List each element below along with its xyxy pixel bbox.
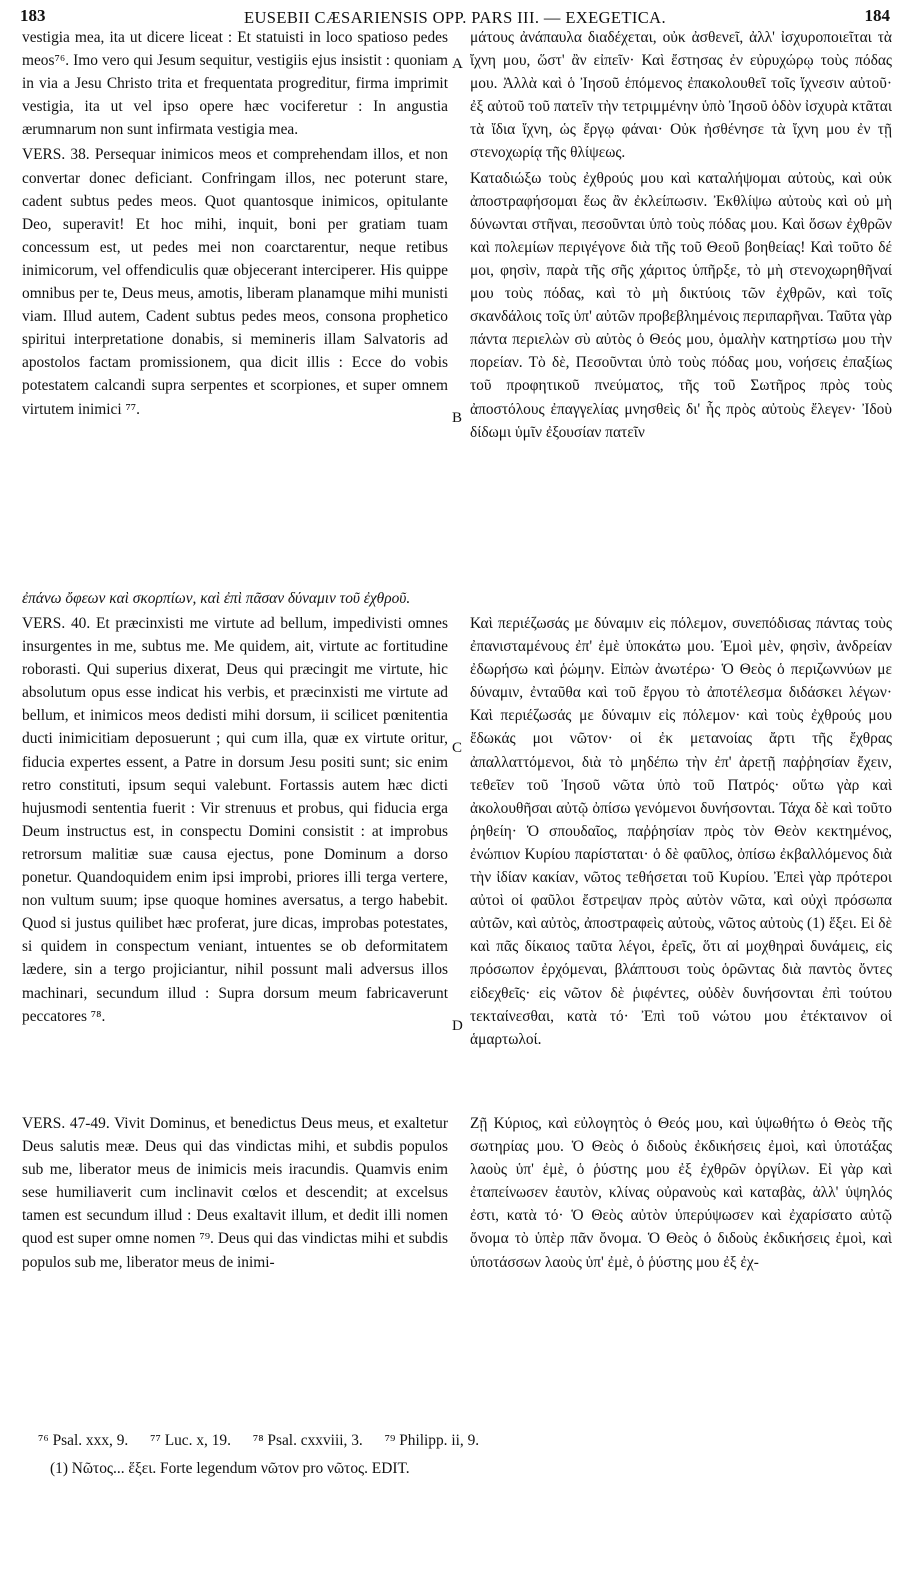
margin-marker-b: B [452,410,463,426]
latin-text-3: VERS. 40. Et præcinxisti me virtute ad bellum, impedivisti omnes insurgentes in me, subtus me. Me quidem, ait, virtute ac fortitudine roborasti. Qui superius dixerat, Deus qui præcingit me virtute, hic absolutum opus esse indicat his verbis, et præcinxisti me virtute ad bellum, et inimicos meos dedisti mihi dorsum, ii scilicet pœnitentia ducti inimicitiam deposuerunt ; qui cum illa, quæ ex virtute oritur, fiducia expertes essent, a Patre in dorsum Jesu positi sunt; sic enim retro constituti, ipsum sequi valebunt. Fortassis autem hæc dicti hujusmodi sententia fuerit : Vir strenuus et probus, qui fiducia erga Deum instructus est, in conspectu Domini consistit : at improbus retrorsum malitiæ suæ causa ejectus, pone Dominum a dorso ponetur. Quandoquidem enim ipsi improbi, priores illi terga vertere, non vultum suum; ipse quoque homines aversatus, a tergo habebit. Quod si justus quilibet hæc proferat, jure dicas, improbas potestates, si quidem in conspectum veniant, intuentes se ob deformitatem lædere, sin a tergo projiciantur, nihil possunt mali adversus illos machinari, secundum illud : Supra dorsum meum fabricaverunt peccatores ⁷⁸. [22,615,448,1025]
greek-bridge-line: ἐπάνω ὄφεων καὶ σκορπίων, καὶ ἐπὶ πᾶσαν δύναμιν τοῦ ἐχθροῦ. [22,590,411,607]
greek-text-3: Καὶ περιέζωσάς με δύναμιν εἰς πόλεμον, συνεπόδισας πάντας τοὺς ἐπανισταμένους ἐπ' ἐμὲ ὑποκάτω μου. Ἐμοὶ μὲν, φησὶν, ἀνδρείαν ἐδωρήσω καὶ ῥώμην. Εἰπὼν ἀνωτέρω· Ὁ Θεὸς ὁ περιζωννύων με δύναμιν, ἐνταῦθα καὶ τοῦ ἔργου τὸ ἀποτέλεσμα διδάσκει λέγων· Καὶ περιέζωσάς με δύναμιν εἰς πόλεμον· καὶ τοὺς ἐχθρούς μου ἔδωκάς μοι νῶτον· οἱ ἐκ μετανοίας ἄρτι τῆς ἔχθρας ἀπαλλαττόμενοι, διὰ τὸ μηδέπω τὴν ἐπ' ἀρετῇ παῤῥησίαν ἔχειν, τεθεῖεν τοῦ Ἰησοῦ νῶτα ὑπὸ τοῦ Πατρός· οὕτω γὰρ καὶ ἀκολουθῆσαι αὐτῷ ὀπίσω γενόμενοι δυνήσονται. Τάχα δὲ καὶ τοῦτο ῥηθείη· Ὁ σπουδαῖος, παῤῥησίαν πρὸς τὸν Θεὸν κεκτημένος, ἐνώπιον Κυρίου παρίσταται· ὁ δὲ φαῦλος, ὀπίσω ἐκβαλλόμενος διὰ τὴν ἰδίαν κακίαν, νῶτος τεθήσεται τοῦ Κυρίου. Ἐπεὶ γὰρ πρότεροι αὐτοὶ οἱ φαῦλοι ἔστρεψαν πρὸς αὐτὸν νῶτα, καὶ οὐχὶ πρόσωπα αὐτῶν, καὶ αὐτὸς, ἀποστραφεὶς αὐτοὺς, νῶτος αὐτοὺς (1) ἕξει. Εἰ δὲ καὶ πᾶς δίκαιος ταῦτα λέγοι, ἐρεῖς, ὅτι αἱ μοχθηραὶ δυνάμεις, εἰς πρόσωπον ἐρχόμεναι, βλάπτουσι τοὺς ὁρῶντας διὰ παντὸς ὄντες εἰδεχθεῖς· εἰς νῶτον δὲ ῥιφέντες, οὐδὲν δυνήσονται ἐπὶ τούτου τεκταίνεσθαι, κατὰ τό· Ἐπὶ τοῦ νώτου μου ἐτέκταινον οἱ ἁμαρτωλοί. [470,615,892,1048]
greek-column-section-3 [470,1112,892,1274]
greek-text-4: Ζῇ Κύριος, καὶ εὐλογητὸς ὁ Θεός μου, καὶ ὑψωθήτω ὁ Θεὸς τῆς σωτηρίας μου. Ὁ Θεὸς ὁ διδοὺς ἐκδικήσεις ἐμοὶ, καὶ ὑποτάξας λαοὺς ὑπ' ἐμὲ, ὁ ῥύστης μου ἐξ ἐχθρῶν ὀργίλων. Εἰ γὰρ καὶ ἐταπείνωσεν ἑαυτὸν, κλίνας οὐρανοὺς καὶ καταβὰς, ἀλλ' ὑψηλός ἐστι, κατὰ τό· Ὁ Θεὸς αὐτὸν ὑπερύψωσεν καὶ ἐχαρίσατο αὐτῷ ὄνομα τὸ ὑπὲρ πᾶν ὄνομα. Ὁ Θεὸς ὁ διδοὺς ἐκδικήσεις ἐμοὶ, καὶ ὑποτάσσων λαοὺς ὑπ' ἐμὲ, ὁ ῥύστης μου ἐξ ἐχ- [470,1115,892,1271]
latin-text-4: VERS. 47-49. Vivit Dominus, et benedictus Deus meus, et exaltetur Deus salutis meæ. Deus qui das vindictas mihi, et subdis populos sub me, liberator meus de inimicis meis iracundis. Quamvis enim sese humiliaverit cum inclinavit cœlos et descendit; at excelsus tamen est secundum illud : Deus exaltavit illum, et dedit illi nomen quod est super omne nomen ⁷⁹. Deus qui das vindictas mihi et subdis populos sub me, liberator meus de inimi- [22,1115,448,1271]
page-number-left: 183 [20,6,46,25]
latin-column-section-2 [22,612,448,1028]
latin-text-2: VERS. 38. Persequar inimicos meos et comprehendam illos, et non convertar donec deficiant. Confringam illos, nec poterunt stare, cadent subtus pedes meos. Quot quantosque inimicos, opitulante Deo, superavit! Et hoc mihi, inquit, boni per gratiam tuam concessum est, ut pedes mei non coarctarentur, neque retibus inimicorum, vel offendiculis quæ objecerant interciperer. His quippe omnibus per te, Deus meus, amotis, liberam planamque mihi munisti viam. Illud autem, Cadent subtus pedes meos, consona prophetico spiritui interpretatione donabis, si memineris illam Salvatoris ad apostolos factam promissionem, qua dicit illis : Ecce do vobis potestatem calcandi supra serpentes et scorpiones, et super omnem virtutem inimici ⁷⁷. [22,146,448,418]
latin-column-section-3 [22,1112,448,1274]
greek-text-1: μάτους ἀνάπαυλα διαδέχεται, οὐκ ἀσθενεῖ, ἀλλ' ἰσχυροποιεῖται τὰ ἴχνη μου, ὥστ' ἂν εἰπεῖν· Καὶ ἔστησας ἐν εὐρυχώρῳ τοὺς πόδας μου. Ἀλλὰ καὶ ὁ Ἰησοῦ ἑπόμενος ἐπακολουθεῖ τοῖς ἴχνεσιν αὐτοῦ· ἐξ αὐτοῦ τοῦ πατεῖν τὴν τετριμμένην ὑπὸ Ἰησοῦ ὁδὸν ἰσχυρὰ κτᾶται τὰ ἴδια ἴχνη, ὡς ἔργῳ φάναι· Οὐκ ἠσθένησε τὰ ἴχνη μου ἐν τῇ στενοχωρίᾳ τῆς θλίψεως. [470,29,892,162]
running-title: EUSEBII CÆSARIENSIS OPP. PARS III. — EXEGETICA. [243,8,667,27]
margin-marker-c: C [452,740,463,756]
footnotes [22,1430,892,1480]
editor-note: (1) Νῶτος... ἕξει. Forte legendum νῶτον pro νῶτος. EDIT. [50,1460,410,1477]
greek-column-section-2 [470,612,892,1051]
footnote-76: ⁷⁶ Psal. xxx, 9. [38,1432,129,1449]
latin-text-1: vestigia mea, ita ut dicere liceat : Et statuisti in loco spatioso pedes meos⁷⁶. Imo vero qui Jesum sequitur, vestigiis ejus insistit : quoniam in via a Jesu Christo trita et frequentata progreditur, firma imprimit vestigia, ita ut vel ipso opere hæc vociferetur : In angustia ærumnarum non sunt infirmata vestigia mea. [22,29,448,139]
margin-marker-d: D [452,1018,463,1034]
page-number-right: 184 [864,6,890,25]
latin-column-section-1 [22,26,448,421]
footnote-78: ⁷⁸ Psal. cxxviii, 3. [252,1432,363,1449]
footnote-79: ⁷⁹ Philipp. ii, 9. [384,1432,480,1449]
footnote-references [22,1430,892,1452]
greek-column-section-1 [470,26,892,444]
margin-marker-a: A [452,56,463,72]
greek-text-2: Καταδιώξω τοὺς ἐχθρούς μου καὶ καταλήψομαι αὐτοὺς, καὶ οὐκ ἀποστραφήσομαι ἕως ἂν ἐκλείπωσιν. Ἐκθλίψω αὐτοὺς καὶ οὐ μὴ δύνωνται στῆναι, πεσοῦνται ὑπὸ τοὺς πόδας μου. Καὶ ὅσων ἐχθρῶν καὶ πολεμίων περιγέγονε διὰ τῆς τοῦ Θεοῦ βοηθείας! Καὶ τοῦτο δέ μοι, φησὶν, παρὰ τῆς σῆς χάριτος ὑπῆρξε, τὸ μὴ στενοχωρηθῆναί μου τοὺς πόδας, καὶ τὸ μὴ δικτύοις τῶν ἐχθρῶν, καὶ τοῖς σκανδάλοις τοῖς ὑπ' αὐτῶν προβεβλημένοις περιπαρῆναι. Ταῦτα γὰρ πάντα περιελὼν σὺ αὐτὸς ὁ Θεός μου, ὁμαλὴν κατηρτίσω μου τὴν πορείαν. Τὸ δὲ, Πεσοῦνται ὑπὸ τοὺς πόδας μου, νοήσεις ἐπαξίως τοῦ προφητικοῦ πνεύματος, τῆς τοῦ Σωτῆρος πρὸς τοὺς ἀποστόλους ἐπαγγελίας μνησθεὶς δι' ἧς πρὸς αὐτοὺς ἔλεγεν· Ἰδοὺ δίδωμι ὑμῖν ἐξουσίαν πατεῖν [470,169,892,441]
footnote-77: ⁷⁷ Luc. x, 19. [150,1432,231,1449]
